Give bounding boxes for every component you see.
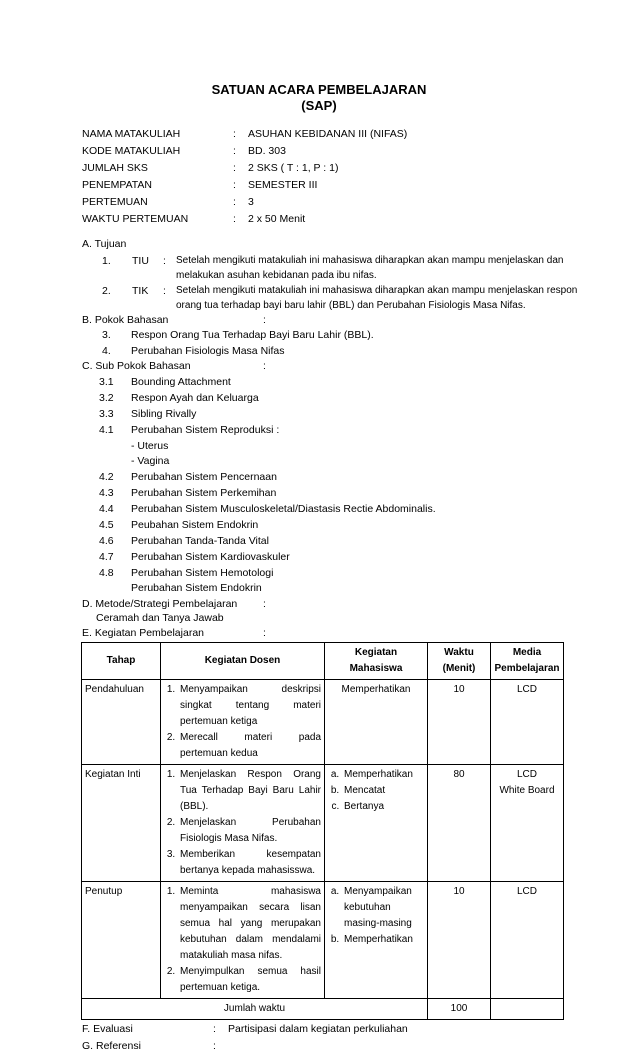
- list-item: a. Menyampaikan kebutuhan masing-masing: [342, 884, 424, 932]
- tik-text-line2: orang tua terhadap bayi baru lahir (BBL) dan Perubahan Fisiologis Masa Nifas.: [176, 300, 526, 311]
- cell-dosen: [161, 882, 325, 999]
- cell-mahasiswa: [325, 882, 428, 999]
- section-e-heading: E. Kegiatan Pembelajaran: [82, 627, 204, 639]
- info-colon: :: [233, 196, 236, 208]
- list-item-number: 4.4: [99, 503, 114, 515]
- list-item: Peubahan Sistem Endokrin: [131, 519, 259, 531]
- header-tahap: Tahap: [82, 643, 161, 680]
- section-f-colon: :: [213, 1023, 216, 1035]
- section-f-heading: F. Evaluasi: [82, 1023, 133, 1035]
- kegiatan-table: [81, 642, 564, 1020]
- list-item-number: 3.2: [99, 392, 114, 404]
- list-item-number: 4.8: [99, 567, 114, 579]
- info-value-penempatan: SEMESTER III: [248, 179, 318, 191]
- list-item-number: 4.1: [99, 424, 114, 436]
- info-colon: :: [233, 128, 236, 140]
- total-label: Jumlah waktu: [82, 999, 428, 1020]
- table-row: [82, 765, 564, 882]
- info-label-kode: KODE MATAKULIAH: [82, 145, 181, 157]
- list-subitem: - Uterus: [131, 440, 169, 452]
- cell-tahap: Pendahuluan: [82, 680, 161, 765]
- list-item: Perubahan Sistem Reproduksi :: [131, 424, 280, 436]
- info-value-nama: ASUHAN KEBIDANAN III (NIFAS): [248, 128, 408, 140]
- info-colon: :: [233, 179, 236, 191]
- info-label-waktu: WAKTU PERTEMUAN: [82, 213, 189, 225]
- header-kegiatan-mahasiswa: Kegiatan Mahasiswa: [325, 643, 428, 680]
- list-item: c. Bertanya: [342, 799, 424, 815]
- list-item: Perubahan Fisiologis Masa Nifas: [131, 345, 285, 357]
- section-g-colon: :: [213, 1040, 216, 1052]
- tiu-text-line2: melakukan asuhan kebidanan pada ibu nifas.: [176, 270, 377, 281]
- document-title: SATUAN ACARA PEMBELAJARAN: [211, 82, 427, 97]
- list-item-number: 4.2: [99, 471, 114, 483]
- list-item: Perubahan Sistem Endokrin: [131, 582, 262, 594]
- list-item: a. Memperhatikan: [342, 767, 424, 783]
- list-item: b. Mencatat: [342, 783, 424, 799]
- list-item: Perubahan Sistem Pencernaan: [131, 471, 277, 483]
- list-item: b. Memperhatikan: [342, 932, 424, 948]
- list-item: 3. Memberikan kesempatan bertanya kepada mahasisswa.: [178, 847, 321, 879]
- header-waktu-line1: Waktu: [444, 647, 474, 658]
- info-value-pertemuan: 3: [248, 196, 254, 208]
- cell-media: [491, 765, 564, 882]
- list-item: Perubahan Sistem Hemotologi: [131, 567, 274, 579]
- info-colon: :: [233, 145, 236, 157]
- list-item-number: 4.3: [99, 487, 114, 499]
- header-media-line1: Media: [512, 647, 542, 658]
- table-row: [82, 882, 564, 999]
- cell-dosen: [161, 680, 325, 765]
- header-kegiatan-dosen: Kegiatan Dosen: [161, 643, 325, 680]
- section-g-heading: G. Referensi: [82, 1040, 141, 1052]
- list-item-number: 4.7: [99, 551, 114, 563]
- list-item: Bounding Attachment: [131, 376, 231, 388]
- cell-mahasiswa: Memperhatikan: [325, 680, 428, 765]
- section-e-colon: :: [263, 627, 266, 639]
- table-total-row: [82, 999, 564, 1020]
- list-item: Perubahan Tanda-Tanda Vital: [131, 535, 269, 547]
- list-item: Sibling Rivally: [131, 408, 197, 420]
- cell-waktu: 10: [428, 680, 491, 765]
- media-item: LCD: [516, 769, 537, 780]
- info-value-waktu: 2 x 50 Menit: [248, 213, 306, 225]
- total-value: 100: [428, 999, 491, 1020]
- section-c-colon: :: [263, 360, 266, 372]
- list-item: Respon Ayah dan Keluarga: [131, 392, 259, 404]
- tiu-code: TIU: [132, 255, 149, 267]
- total-empty: [491, 999, 564, 1020]
- header-waktu-line2: (Menit): [442, 663, 476, 674]
- info-label-nama: NAMA MATAKULIAH: [82, 128, 181, 140]
- section-b-heading: B. Pokok Bahasan: [82, 314, 169, 326]
- section-b-colon: :: [263, 314, 266, 326]
- cell-waktu: 80: [428, 765, 491, 882]
- info-colon: :: [233, 213, 236, 225]
- list-item-number: 3.1: [99, 376, 114, 388]
- tik-colon: :: [163, 285, 166, 297]
- section-a-heading: A. Tujuan: [82, 238, 127, 250]
- info-label-sks: JUMLAH SKS: [82, 162, 148, 174]
- section-c-heading: C. Sub Pokok Bahasan: [82, 360, 191, 372]
- list-item-number: 3.: [102, 329, 111, 341]
- media-item: White Board: [499, 785, 555, 796]
- tik-code: TIK: [132, 285, 149, 297]
- tik-text-line1: Setelah mengikuti matakuliah ini mahasiswa diharapkan akan mampu menjelaskan respon: [176, 285, 578, 296]
- tik-number: 2.: [102, 285, 111, 297]
- list-subitem: - Vagina: [131, 455, 170, 467]
- cell-mahasiswa: [325, 765, 428, 882]
- section-d-heading: D. Metode/Strategi Pembelajaran: [82, 598, 238, 610]
- cell-media: LCD: [491, 680, 564, 765]
- list-item-number: 4.6: [99, 535, 114, 547]
- info-value-kode: BD. 303: [248, 145, 286, 157]
- list-item-number: 4.5: [99, 519, 114, 531]
- info-value-sks: 2 SKS ( T : 1, P : 1): [248, 162, 339, 174]
- section-d-colon: :: [263, 598, 266, 610]
- tiu-number: 1.: [102, 255, 111, 267]
- list-item: Perubahan Sistem Kardiovaskuler: [131, 551, 290, 563]
- section-f-text: Partisipasi dalam kegiatan perkuliahan: [228, 1023, 408, 1035]
- tiu-colon: :: [163, 255, 166, 267]
- list-item: 1. Menjelaskan Respon Orang Tua Terhadap Bayi Baru Lahir (BBL).: [178, 767, 321, 815]
- list-item: Perubahan Sistem Musculoskeletal/Diastasis Rectie Abdominalis.: [131, 503, 436, 515]
- info-label-pertemuan: PERTEMUAN: [82, 196, 148, 208]
- header-media-line2: Pembelajaran: [494, 663, 560, 674]
- header-media: [491, 643, 564, 680]
- info-label-penempatan: PENEMPATAN: [82, 179, 153, 191]
- cell-dosen: [161, 765, 325, 882]
- list-item: 2. Menyimpulkan semua hasil pertemuan ketiga.: [178, 964, 321, 996]
- header-waktu: [428, 643, 491, 680]
- cell-tahap: Kegiatan Inti: [82, 765, 161, 882]
- info-colon: :: [233, 162, 236, 174]
- table-row: [82, 680, 564, 765]
- cell-waktu: 10: [428, 882, 491, 999]
- list-item: 1. Menyampaikan deskripsi singkat tentang materi pertemuan ketiga: [178, 682, 321, 730]
- section-d-text: Ceramah dan Tanya Jawab: [96, 612, 224, 624]
- list-item: Perubahan Sistem Perkemihan: [131, 487, 277, 499]
- list-item: 2. Merecall materi pada pertemuan kedua: [178, 730, 321, 762]
- list-item: Respon Orang Tua Terhadap Bayi Baru Lahir (BBL).: [131, 329, 374, 341]
- document-subtitle: (SAP): [301, 98, 337, 113]
- cell-tahap: Penutup: [82, 882, 161, 999]
- list-item: 2. Menjelaskan Perubahan Fisiologis Masa Nifas.: [178, 815, 321, 847]
- list-item: 1. Meminta mahasiswa menyampaikan secara lisan semua hal yang merupakan kebutuhan dalam mendalami matakuliah masa nifas.: [178, 884, 321, 964]
- cell-media: LCD: [491, 882, 564, 999]
- tiu-text-line1: Setelah mengikuti matakuliah ini mahasiswa diharapkan akan mampu menjelaskan dan: [176, 255, 564, 266]
- list-item-number: 4.: [102, 345, 111, 357]
- list-item-number: 3.3: [99, 408, 114, 420]
